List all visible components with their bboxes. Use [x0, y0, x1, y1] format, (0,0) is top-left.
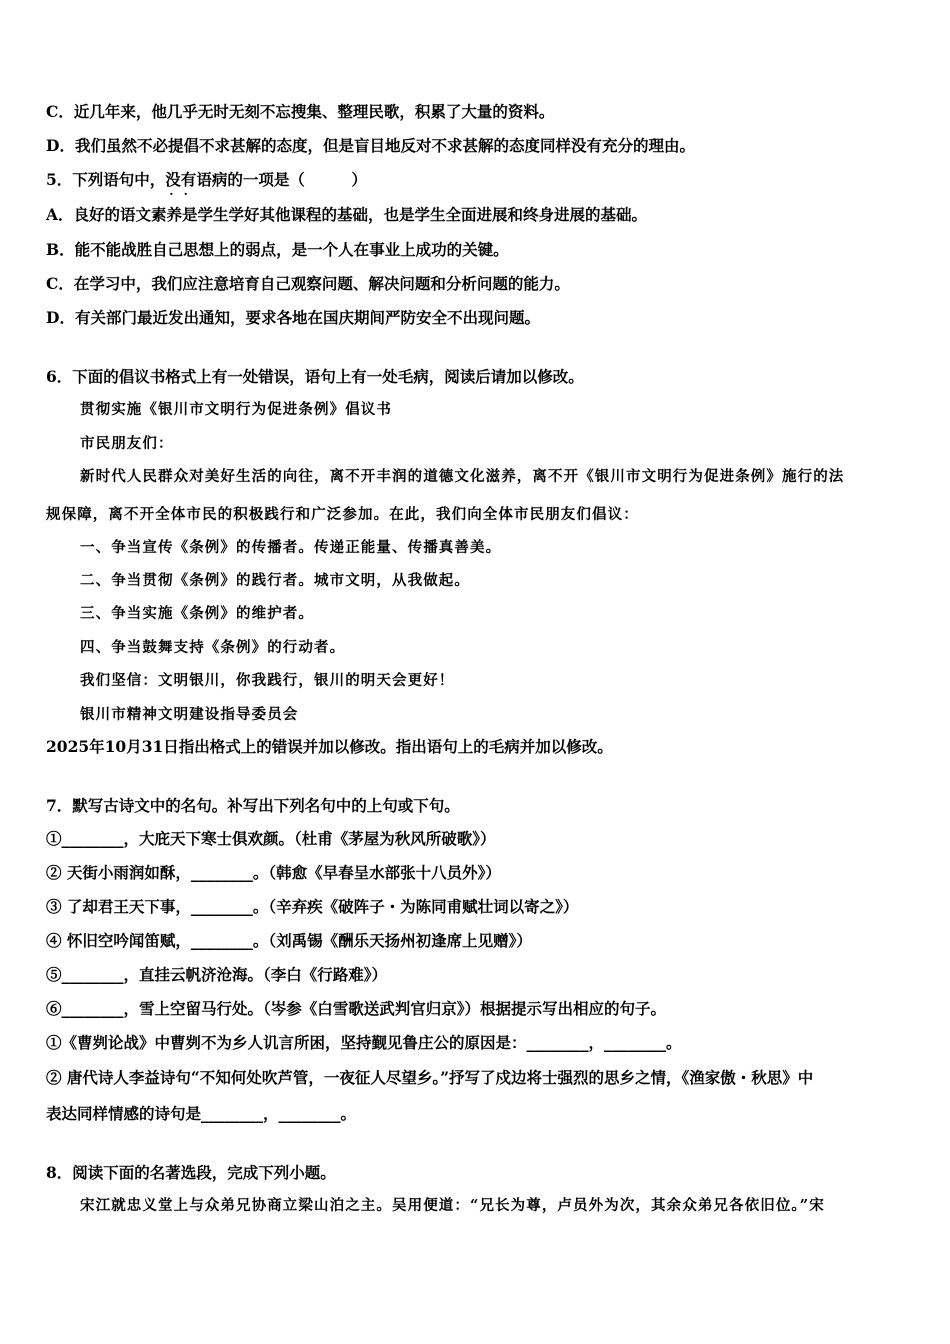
q5-option-c: C．在学习中，我们应注意培育自己观察问题、解决问题和分析问题的能力。 — [46, 274, 570, 293]
q8-passage: 宋江就忠义堂上与众弟兄协商立梁山泊之主。吴用便道：“兄长为尊，卢员外为次，其余众弟兄各依旧位。”宋 — [80, 1197, 825, 1214]
q5-stem-part1: 5．下列语句中， — [46, 170, 166, 189]
q5-option-a: A．良好的语文素养是学生学好其他课程的基础，也是学生全面进展和终身进展的基础。 — [46, 205, 648, 224]
q6-stem: 6．下面的倡议书格式上有一处错误，语句上有一处毛病，阅读后请加以修改。 — [46, 367, 584, 386]
q5-option-b: B．能不能战胜自己思想上的弱点，是一个人在事业上成功的关键。 — [46, 240, 509, 259]
q6-item-1: 一、争当宣传《条例》的传播者。传递正能量、传播真善美。 — [80, 539, 502, 556]
q6-para1-line2: 规保障，离不开全体市民的积极践行和广泛参加。在此，我们向全体市民朋友们倡议： — [46, 506, 639, 523]
q5-stem-part2: 语病的一项是（ ） — [196, 170, 367, 189]
q7-line-4: ④ 怀旧空吟闻笛赋，________。（刘禹锡《酬乐天扬州初逢席上见赠》） — [46, 931, 532, 950]
q7-line-7: ①《曹刿论战》中曹刿不为乡人讥言所困，坚持觐见鲁庄公的原因是：________，________。 — [46, 1033, 682, 1052]
q6-belief: 我们坚信：文明银川，你我践行，银川的明天会更好！ — [80, 672, 455, 689]
q7-line-5: ⑤________，直挂云帆济沧海。（李白《行路难》） — [46, 965, 388, 984]
q7-line-8a: ② 唐代诗人李益诗句“不知何处吹芦管，一夜征人尽望乡。”抒写了戍边将士强烈的思乡之情，《渔家傲・秋思》中 — [46, 1068, 814, 1087]
q7-line-8b: 表达同样情感的诗句是________，________。 — [46, 1104, 357, 1123]
q6-item-4: 四、争当鼓舞支持《条例》的行动者。 — [80, 639, 346, 656]
q6-item-3: 三、争当实施《条例》的维护者。 — [80, 605, 314, 622]
q4-option-c: C．近几年来，他几乎无时无刻不忘搜集、整理民歌，积累了大量的资料。 — [46, 102, 555, 121]
q7-line-3: ③ 了却君王天下事，________。（辛弃疾《破阵子・为陈同甫赋壮词以寄之》） — [46, 897, 579, 916]
q6-signer: 银川市精神文明建设指导委员会 — [80, 706, 299, 723]
q5-stem — [46, 170, 910, 190]
q7-line-6: ⑥________，雪上空留马行处。（岑参《白雪歌送武判官归京》）根据提示写出相应的句子。 — [46, 999, 667, 1018]
q7-line-2: ② 天街小雨润如酥，________。（韩愈《早春呈水部张十八员外》） — [46, 863, 501, 882]
q5-stem-emphasis: 没有 · · — [165, 170, 196, 189]
q6-date-and-task: 2025年10月31日指出格式上的错误并加以修改。指出语句上的毛病并加以修改。 — [46, 737, 613, 756]
q4-option-d: D．我们虽然不必提倡不求甚解的态度，但是盲目地反对不求甚解的态度同样没有充分的理由。 — [46, 136, 695, 155]
q6-para1-line1: 新时代人民群众对美好生活的向往，离不开丰润的道德文化滋养，离不开《银川市文明行为促进条例》施行的法 — [80, 468, 845, 485]
q7-stem: 7．默写古诗文中的名句。补写出下列名句中的上句或下句。 — [46, 796, 460, 815]
q6-greeting: 市民朋友们： — [80, 435, 174, 452]
q7-line-1: ①________，大庇天下寒士俱欢颜。（杜甫《茅屋为秋风所破歌》） — [46, 829, 496, 848]
q6-item-2: 二、争当贯彻《条例》的践行者。城市文明，从我做起。 — [80, 572, 470, 589]
q5-option-d: D．有关部门最近发出通知，要求各地在国庆期间严防安全不出现问题。 — [46, 308, 540, 327]
q6-proposal-title: 贯彻实施《银川市文明行为促进条例》倡议书 — [80, 401, 392, 418]
q8-stem: 8．阅读下面的名著选段，完成下列小题。 — [46, 1163, 336, 1182]
